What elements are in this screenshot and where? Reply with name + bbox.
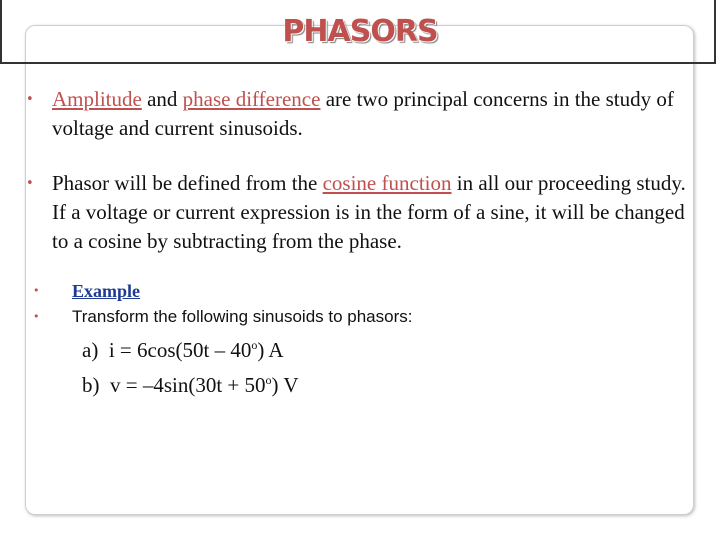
term-cosine-function: cosine function xyxy=(322,171,452,195)
degree-mark: o xyxy=(251,338,258,352)
term-phase-difference: phase difference xyxy=(182,87,321,111)
formula-a xyxy=(82,338,284,363)
formula-label: b) xyxy=(82,373,100,397)
bullet-marker: • xyxy=(33,310,40,323)
bullet-1-text xyxy=(52,85,692,143)
formula-tail: ) V xyxy=(271,373,299,397)
formula-body: v = –4sin(30t + 50 xyxy=(110,373,266,397)
bullet-marker: • xyxy=(26,92,34,107)
bullet-1-join: and xyxy=(141,87,183,111)
formula-tail: ) A xyxy=(257,338,284,362)
example-link[interactable]: Example xyxy=(72,281,141,301)
formula-label: a) xyxy=(82,338,99,362)
term-amplitude: Amplitude xyxy=(52,87,142,111)
bullet-marker: • xyxy=(33,284,40,297)
bullet-2-pre: Phasor will be defined from the xyxy=(52,171,323,195)
bullet-2-text xyxy=(52,169,692,256)
formula-b xyxy=(82,373,299,398)
bullet-2-post: in all our proceeding study. If a voltage or current expression is in the form of a sine, it will be changed to a cosine by subtracting from the phase. xyxy=(52,171,686,253)
formula-body: i = 6cos(50t – 40 xyxy=(108,338,252,362)
bullet-1-rest: are two principal concerns in the study of voltage and current sinusoids. xyxy=(52,87,674,140)
slide-title: PHASORS xyxy=(282,14,438,49)
instruction-text: Transform the following sinusoids to phasors: xyxy=(72,307,413,326)
degree-mark: o xyxy=(265,373,272,387)
bullet-marker: • xyxy=(26,176,34,191)
